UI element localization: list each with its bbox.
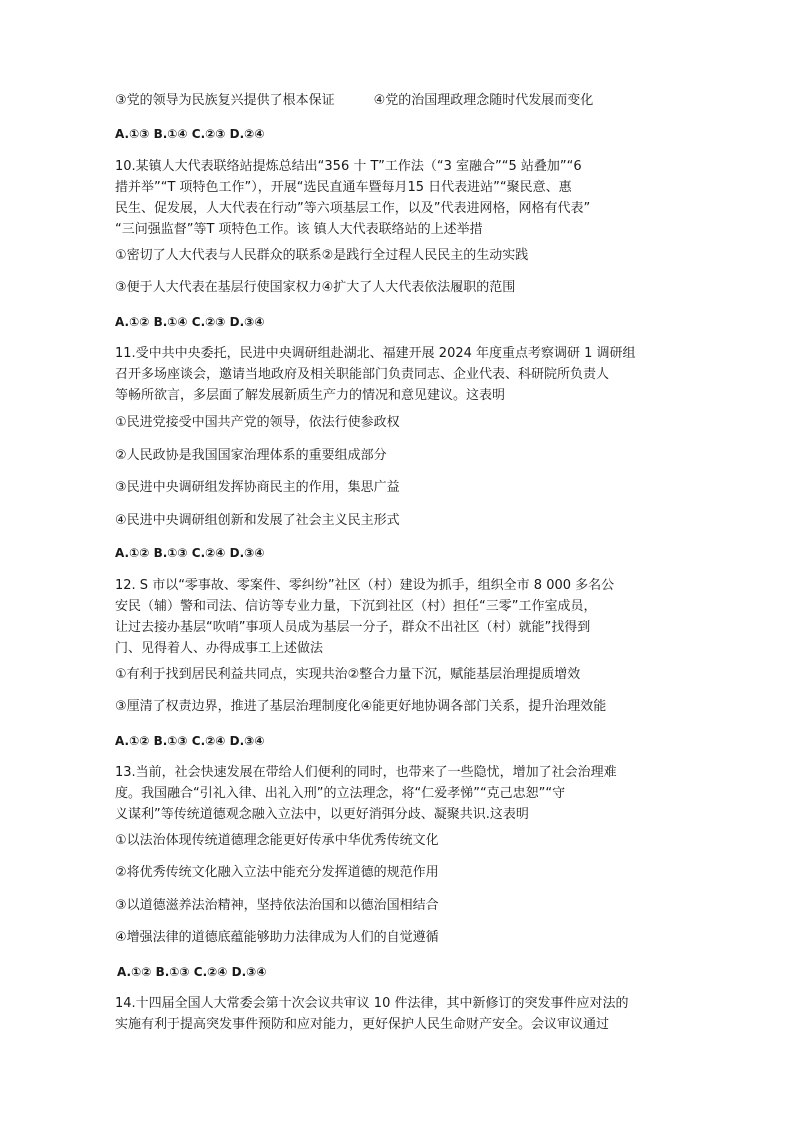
question-13-stem: 义谋利”等传统道德观念融入立法中，以更好消弭分歧、凝聚共识.这表明 bbox=[115, 807, 529, 822]
option-line: ①密切了人大代表与人民群众的联系②是践行全过程人民民主的生动实践 bbox=[115, 248, 529, 263]
question-12-stem: 让过去接办基层“吹哨”事项人员成为基层一分子，群众不出社区（村）就能”找得到 bbox=[115, 620, 591, 635]
question-10-stem: 措并举”“T 项特色工作”），开展“选民直通车暨每月15 日代表进站”“聚民意、惠 bbox=[115, 180, 572, 195]
question-12-stem: 门、见得着人、办得成事工上述做法 bbox=[115, 641, 324, 656]
question-12-stem: 安民（辅）警和司法、信访等专业力量，下沉到社区（村）担任“三零”工作室成员， bbox=[115, 599, 597, 614]
question-13-stem: 度。我国融合“引礼入律、出礼入刑”的立法理念，将“仁爱孝悌”“克己忠恕”“守 bbox=[115, 786, 566, 801]
question-10-stem: 民生、促发展，人大代表在行动”等六项基层工作，以及”代表进网格，网格有代表” bbox=[115, 201, 591, 216]
answer-choices: A.①② B.①④ C.②③ D.③④ bbox=[115, 315, 265, 329]
option-line: ①民进党接受中国共产党的领导，依法行使参政权 bbox=[115, 415, 400, 430]
option-line: ④增强法律的道德底蕴能够助力法律成为人们的自觉遵循 bbox=[115, 930, 439, 945]
question-12-stem: 12. S 市以“零事故、零案件、零纠纷”社区（村）建设为抓手，组织全市 8 000 多名公 bbox=[115, 578, 615, 593]
option-line: ④民进中央调研组创新和发展了社会主义民主形式 bbox=[115, 513, 400, 528]
answer-choices: A.①② B.①③ C.②④ D.③④ bbox=[115, 734, 265, 748]
option-line: ③便于人大代表在基层行使国家权力④扩大了人大代表依法履职的范围 bbox=[115, 280, 516, 295]
option-line: ③民进中央调研组发挥协商民主的作用，集思广益 bbox=[115, 480, 400, 495]
answer-choices: A.①② B.①③ C.②④ D.③④ bbox=[115, 546, 265, 560]
option-line: ③厘清了权责边界，推进了基层治理制度化④能更好地协调各部门关系，提升治理效能 bbox=[115, 699, 607, 714]
answer-choices: A.①③ B.①④ C.②③ D.②④ bbox=[115, 127, 265, 141]
question-13-stem: 13.当前，社会快速发展在带给人们便利的同时，也带来了一些隐忧，增加了社会治理难 bbox=[115, 765, 617, 780]
question-10-stem: “三问强监督”等T 项特色工作。该 镇人大代表联络站的上述举措 bbox=[115, 222, 483, 237]
question-11-stem: 召开多场座谈会，邀请当地政府及相关职能部门负责同志、企业代表、科研院所负责人 bbox=[115, 367, 610, 382]
option-line: ②人民政协是我国国家治理体系的重要组成部分 bbox=[115, 448, 387, 463]
question-10-stem: 10.某镇人大代表联络站提炼总结出“356 十 T”工作法（“3 室融合”“5 站叠加”“6 bbox=[115, 159, 582, 174]
option-line: ①有利于找到居民利益共同点，实现共治②整合力量下沉，赋能基层治理提质增效 bbox=[115, 667, 581, 682]
question-14-stem: 14.十四届全国人大常委会第十次会议共审议 10 件法律，其中新修订的突发事件应对法的 bbox=[115, 996, 629, 1011]
option-line: ③党的领导为民族复兴提供了根本保证 ④党的治国理政理念随时代发展而变化 bbox=[115, 93, 594, 108]
option-line: ③以道德滋养法治精神，坚持依法治国和以德治国相结合 bbox=[115, 898, 439, 913]
option-line: ②将优秀传统文化融入立法中能充分发挥道德的规范作用 bbox=[115, 865, 439, 880]
answer-choices: A.①② B.①③ C.②④ D.③④ bbox=[117, 965, 267, 979]
option-line: ①以法治体现传统道德理念能更好传承中华优秀传统文化 bbox=[115, 833, 439, 848]
question-11-stem: 11.受中共中央委托，民进中央调研组赴湖北、福建开展 2024 年度重点考察调研 1 调研组 bbox=[115, 346, 636, 361]
question-11-stem: 等畅所欲言，多层面了解发展新质生产力的情况和意见建议。这表明 bbox=[115, 388, 506, 403]
question-14-stem: 实施有利于提高突发事件预防和应对能力，更好保护人民生命财产安全。会议审议通过 bbox=[115, 1017, 610, 1032]
